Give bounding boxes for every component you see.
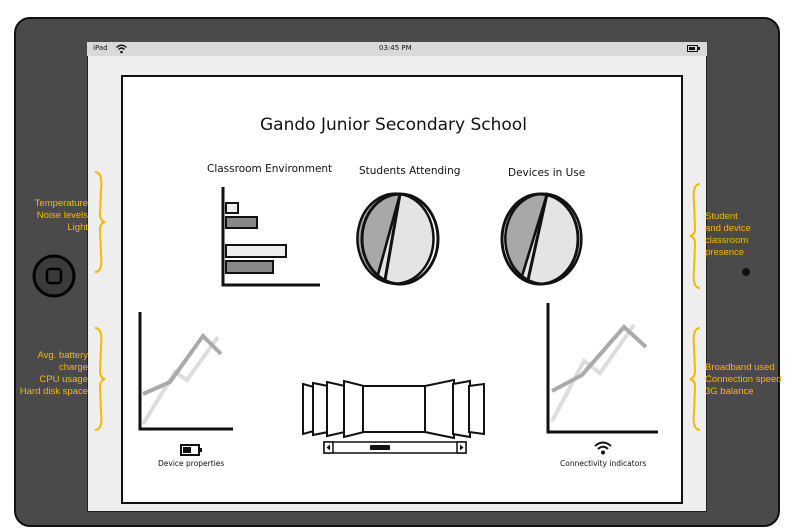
bar-light-2 [226,245,286,257]
device-label: iPad [93,44,108,52]
annotation-presence [705,211,751,259]
carousel-card [344,381,364,437]
devices-in-use-title: Devices in Use [508,167,586,179]
status-bar [87,42,707,56]
annotation-line: Student [705,211,738,222]
annotation-line: Noise levels [36,210,88,221]
bar-dark-1 [226,217,257,228]
battery-icon [180,443,206,457]
classroom-environment-chart[interactable] [218,185,328,290]
series-light [143,337,218,424]
students-attending-title: Students Attending [359,165,461,177]
carousel-card [425,380,454,438]
annotation-brace [688,182,704,290]
annotation-line: classroom [705,235,749,246]
status-time: 03:45 PM [379,44,412,52]
annotation-environment [20,198,88,234]
carousel-card [313,383,328,435]
camera-icon [740,266,752,278]
wifi-icon [593,440,613,456]
device-properties-label: Device properties [158,459,225,468]
annotation-line: CPU usage [39,374,88,385]
annotation-line: charge [58,362,88,373]
page-title: Gando Junior Secondary School [260,115,527,135]
annotation-connectivity [705,362,782,398]
annotation-line: Light [67,222,88,233]
annotation-line: Avg. battery [37,350,88,361]
carousel-card [469,384,484,434]
series-dark [552,327,646,391]
annotation-device-properties [0,350,88,398]
annotation-line: 3G balance [705,386,754,397]
annotation-line: Broadband used [705,362,775,373]
carousel-card [327,382,345,436]
carousel-scrollbar[interactable] [323,441,468,455]
app-carousel[interactable] [298,380,488,440]
students-attending-pie[interactable] [360,190,440,286]
series-light [552,325,634,421]
home-button-icon[interactable] [30,252,78,300]
devices-in-use-pie[interactable] [500,190,580,286]
annotation-line: Connection speed [705,374,782,385]
classroom-environment-title: Classroom Environment [207,163,333,175]
annotation-line: Hard disk space [19,386,88,397]
carousel-card [453,381,470,437]
annotation-brace [91,170,107,274]
wifi-icon [115,43,128,54]
connectivity-indicators-label: Connectivity indicators [560,459,647,468]
connectivity-line-chart[interactable] [542,303,662,435]
annotation-brace [91,326,107,432]
annotation-line: Temperature [34,198,88,209]
series-dark [143,336,221,394]
carousel-card-center [363,386,426,432]
annotation-brace [688,326,704,432]
annotation-line: presence [705,247,745,258]
scrollbar-thumb [370,445,390,450]
device-properties-line-chart[interactable] [135,312,235,434]
battery-icon [687,45,701,53]
annotation-line: and device [705,223,751,234]
bar-light-1 [226,203,238,213]
bar-dark-2 [226,261,273,273]
